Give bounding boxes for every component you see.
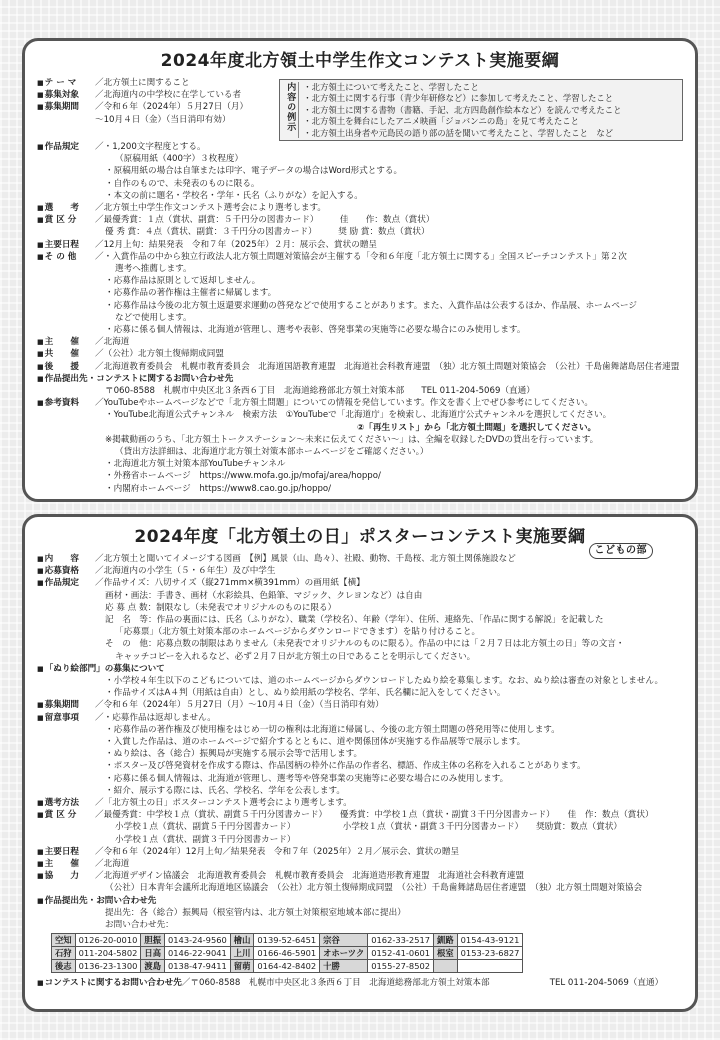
row-value	[95, 397, 683, 495]
example-item: ・ 北方領土に関する行事（青少年研修など）に参加して考えたこと、学習したこと	[303, 93, 678, 104]
contact-phone: 0143-24-9560	[165, 934, 231, 947]
contact-region: 十勝	[320, 960, 368, 973]
info-row	[37, 348, 683, 360]
row-line: ／北海道内の小学生（５・６年生）及び中学生	[95, 566, 276, 577]
contact-region: 後志	[52, 960, 76, 973]
row-line: ・本文の前に題名・学校名・学年・氏名（ふりがな）を記入する。	[105, 190, 363, 201]
row-line: キャッチコピーを入れるなど、必ず２月７日が北方領土の日であることを明示してください。	[115, 651, 476, 662]
info-row	[37, 89, 273, 101]
contact-region	[434, 960, 458, 973]
row-line: ／北海道	[95, 859, 130, 870]
row-label: ■ 協 力	[37, 870, 95, 882]
info-row	[37, 797, 683, 809]
row-label: ■ 共 催	[37, 348, 95, 360]
row-label: ■ 留意事項	[37, 712, 95, 724]
row-value	[95, 675, 683, 699]
row-value	[95, 348, 683, 360]
essay-contest-panel	[22, 38, 698, 502]
contact-region: 石狩	[52, 947, 76, 960]
row-label: ■ 主要日程	[37, 239, 95, 251]
info-row	[37, 663, 683, 675]
row-value	[95, 858, 683, 870]
row-line: ・YouTube北海道公式チャンネル 検索方法 ①YouTubeで「北海道庁」を検索し、北海道庁公式チャンネルを選択してください。	[105, 410, 612, 421]
row-line: ／北方領土に関すること	[95, 78, 190, 88]
info-row	[37, 385, 683, 397]
info-row	[37, 846, 683, 858]
row-line: ／・応募作品は返却しません。	[95, 712, 216, 723]
contact-phone: 0162-33-2517	[368, 934, 434, 947]
info-row	[37, 251, 683, 336]
row-value	[95, 907, 683, 931]
row-label: ■ 募集期間	[37, 101, 95, 113]
row-line: ・応募作品は今後の北方領土返還要求運動の啓発などで使用することがあります。また、入賞作品は公表するほか、作品展、ホームページ	[105, 300, 637, 311]
poster-rows	[37, 553, 683, 931]
row-line: ・応募に係る個人情報は、北海道が管理し、選考等や啓発事業の実施等に必要な場合にのみ使用します。	[105, 773, 509, 784]
footer-label: ■ コンテストに関するお問い合わせ先	[37, 977, 182, 989]
row-value	[95, 565, 683, 577]
contact-region: 根室	[434, 947, 458, 960]
footer-text: ／〒060-8588 札幌市中央区北３条西６丁目 北海道総務部北方領土対策本部 TEL 011-204-5069（直通）	[181, 978, 664, 989]
info-row	[37, 373, 683, 385]
row-line: （公社）日本青年会議所北海道地区協議会 （公社）北方領土復帰期成同盟 （公社）千島歯舞諸島居住者連盟 （独）北方領土問題対策協会	[105, 883, 643, 894]
row-value	[95, 336, 683, 348]
contact-phone	[457, 960, 523, 973]
row-line: ／「北方領土の日」ポスターコンテスト選考会により選考します。	[95, 798, 352, 809]
row-label: ■ 作品規定	[37, 577, 95, 589]
row-line: ／北方領土と聞いてイメージする図画 【例】風景（山、島々）、社殿、動物、千島桜、北方領土関係施設など	[95, 554, 516, 564]
contact-phone: 0154-43-9121	[457, 934, 523, 947]
row-line: ・外務省ホームページ https://www.mofa.go.jp/mofaj/area/hoppo/	[105, 471, 381, 482]
row-value	[95, 202, 683, 214]
row-value	[95, 577, 683, 662]
row-line: ・応募作品の著作権は主催者に帰属します。	[105, 288, 277, 299]
row-label: ■ 選 考	[37, 202, 95, 214]
row-value	[95, 712, 683, 797]
info-row	[37, 336, 683, 348]
row-line: 画材・画法：手書き、画材（水彩絵具、色鉛筆、マジック、クレヨンなど）は自由	[105, 590, 423, 601]
kids-category-badge: こどもの部	[589, 543, 654, 559]
row-line: ・作品サイズはA４判（用紙は自由）とし、ぬり絵用紙の学校名、学年、氏名欄に記入をしてください。	[105, 688, 506, 699]
contacts-table	[51, 933, 523, 973]
contact-phone: 0136-23-1300	[75, 960, 141, 973]
example-item: ・ 北方領土に関する書物（書籍、手記、北方四島創作絵本など）を読んで考えたこと	[303, 105, 678, 116]
row-value	[95, 89, 273, 101]
row-value	[95, 699, 683, 711]
info-row	[37, 699, 683, 711]
row-label: ■ 内 容	[37, 553, 95, 565]
row-label: ■ 「ぬり絵部門」の募集について	[37, 663, 165, 675]
row-label: ■ 募集対象	[37, 89, 95, 101]
info-row	[37, 675, 683, 699]
row-line: お問い合わせ先：	[105, 920, 174, 931]
row-line: ※掲載動画のうち、「北方領土トークステーション〜未来に伝えてください〜」は、全編を収録したDVDの貸出を行っています。	[105, 434, 599, 445]
examples-box	[279, 79, 683, 141]
row-line: ／令和６年（2024年）５月27日（月）〜10月４日（金）（当日消印有効）	[95, 700, 384, 711]
row-label: ■ 応募資格	[37, 565, 95, 577]
contact-region: 釧路	[434, 934, 458, 947]
row-line: ／北海道	[95, 337, 130, 348]
row-label: ■ そ の 他	[37, 251, 95, 263]
info-row	[37, 553, 683, 565]
contact-phone: 0126-20-0010	[75, 934, 141, 947]
row-line: ・原稿用紙の場合は自筆または印字、電子データの場合はWord形式とする。	[105, 166, 403, 177]
info-row	[37, 77, 273, 89]
info-row	[37, 858, 683, 870]
row-value	[95, 77, 273, 89]
info-row	[37, 809, 683, 846]
row-value	[95, 846, 683, 858]
row-line: 小学校１点（賞状、副賞５千円分図書カード） 小学校１点（賞状・副賞３千円分図書カード） 奨励賞：数点（賞状）	[115, 822, 623, 833]
info-row	[37, 712, 683, 797]
row-line: ・入賞した作品は、道のホームページで紹介するとともに、道や関係団体が実施する作品展等で展示します。	[105, 737, 526, 748]
row-value	[95, 797, 683, 809]
contact-phone: 0138-47-9411	[165, 960, 231, 973]
row-label: ■ 賞 区 分	[37, 214, 95, 226]
row-line: ・応募作品は原則として返却しません。	[105, 276, 261, 287]
row-line: などで使用します。	[115, 312, 192, 323]
info-row	[37, 239, 683, 251]
row-line: ／作品サイズ：八切サイズ（縦271mm×横391mm）の画用紙【横】	[95, 578, 365, 589]
poster-contest-panel	[22, 514, 698, 1012]
row-line: ／・入賞作品の中から独立行政法人北方領土問題対策協会が主催する「令和６年度「北方領土に関する」全国スピーチコンテスト」第２次	[95, 251, 627, 262]
contact-phone: 0146-22-9041	[165, 947, 231, 960]
contact-region: 宗谷	[320, 934, 368, 947]
info-row	[37, 577, 683, 662]
row-value	[95, 101, 273, 125]
essay-rows	[37, 141, 683, 495]
row-value	[95, 809, 683, 846]
contact-phone: 0164-42-8402	[254, 960, 320, 973]
row-label: ■ 主 催	[37, 336, 95, 348]
info-row	[37, 565, 683, 577]
row-line: ・北海道北方領土対策本部YouTubeチャンネル	[105, 459, 286, 470]
row-line: 小学校１点（賞状、副賞３千円分図書カード）	[115, 834, 296, 845]
info-row	[37, 907, 683, 931]
row-line: ／（公社）北方領土復帰期成同盟	[95, 349, 224, 360]
example-item: ・ 北方領土について考えたこと、学習したこと	[303, 82, 678, 93]
row-value	[95, 239, 683, 251]
row-line: （原稿用紙（400字）３枚程度）	[115, 154, 244, 165]
row-line: ／北海道内の中学校に在学している者	[95, 90, 242, 101]
contact-region: 空知	[52, 934, 76, 947]
contact-region: 日高	[141, 947, 165, 960]
contact-phone: 0153-23-6827	[457, 947, 523, 960]
row-line: ・紹介、展示する際には、氏名、学校名、学年を公表します。	[105, 785, 345, 796]
row-line: 優 秀 賞：４点（賞状、副賞：３千円分の図書カード） 奨 励 賞：数点（賞状）	[105, 227, 430, 238]
contact-region: 胆振	[141, 934, 165, 947]
info-row	[37, 101, 273, 125]
row-line: 応 募 点 数：制限なし（未発表でオリジナルのものに限る）	[105, 602, 337, 613]
info-row	[37, 397, 683, 495]
row-value	[95, 251, 683, 336]
example-item: ・ 北方領土を舞台にしたアニメ映画「ジョバンニの島」を見て考えたこと	[303, 116, 678, 127]
row-line: 「応募票」（北方領土対策本部のホームページからダウンロードできます）を貼り付けること。	[115, 627, 481, 638]
row-line: ・ポスター及び啓発資材を作成する際は、作品図柄の枠外に作品の作者名、標語、作成主体の名称を入れることがあります。	[105, 761, 586, 772]
row-line: そ の 他：応募点数の制限はありません（未発表でオリジナルのものに限る）。作品の中には「２月７日は北方領土の日」等の文言・	[105, 639, 625, 650]
info-row	[37, 202, 683, 214]
row-line: ・ぬり絵は、各（総合）振興局が実施する展示会等で活用します。	[105, 749, 363, 760]
row-label: ■ テ ー マ	[37, 77, 95, 89]
row-line: ・自作のもので、未発表のものに限る。	[105, 178, 260, 189]
row-label: ■ 賞 区 分	[37, 809, 95, 821]
essay-title: 2024年度北方領土中学生作文コンテスト実施要綱	[160, 51, 560, 71]
info-row	[37, 141, 683, 202]
row-line: ／最優秀賞：中学校１点（賞状、副賞５千円分図書カード） 優秀賞：中学校１点（賞状・副賞３千円分図書カード） 佳 作：数点（賞状）	[95, 810, 654, 821]
row-label: ■ 後 援	[37, 361, 95, 373]
info-row	[37, 361, 683, 373]
row-label: ■ 作品提出先・お問い合わせ先	[37, 895, 156, 907]
poster-footer	[37, 977, 683, 989]
row-line: 〒060-8588 札幌市中央区北３条西６丁目 北海道総務部北方領土対策本部 TEL 011-204-5069（直通）	[105, 386, 535, 397]
contact-phone: 0139-52-6451	[254, 934, 320, 947]
row-label: ■ 募集期間	[37, 699, 95, 711]
row-label: ■ 作品規定	[37, 141, 95, 153]
row-line: ・応募作品の著作権及び使用権をはじめ一切の権利は北海道に帰属し、今後の北方領土問題の啓発用等に使用します。	[105, 724, 560, 735]
contact-region: 上川	[230, 947, 254, 960]
row-value	[95, 141, 683, 202]
row-line: ・内閣府ホームページ https://www8.cao.go.jp/hoppo/	[105, 483, 332, 494]
row-value	[95, 214, 683, 238]
row-label: ■ 主要日程	[37, 846, 95, 858]
row-line: ／令和６年（2024年）12月上旬／結果発表 令和７年（2025年）２月／展示会、賞状の贈呈	[95, 846, 460, 857]
contact-region: オホーツク	[320, 947, 368, 960]
row-label: ■ 参考資料	[37, 397, 95, 409]
row-value	[95, 361, 683, 373]
row-value	[95, 385, 683, 397]
row-line: 〜10月４日（金）（当日消印有効）	[95, 114, 231, 125]
example-item: ・ 北方領土出身者や元島民の語り部の話を聞いて考えたこと、学習したこと など	[303, 128, 678, 139]
info-row	[37, 214, 683, 238]
row-line: ・小学校４年生以下のこどもについては、道のホームページからダウンロードしたぬり絵を募集します。なお、ぬり絵は審査の対象としません。	[105, 676, 664, 687]
row-value	[95, 870, 683, 894]
contacts-row	[52, 947, 523, 960]
contact-region: 檜山	[230, 934, 254, 947]
row-label: ■ 作品提出先・コンテストに関するお問い合わせ先	[37, 373, 233, 385]
row-line: ／YouTubeやホームページなどで「北方領土問題」についての情報を発信しています。作文を書く上でぜひ参考にしてください。	[95, 398, 593, 409]
contact-phone: 011-204-5802	[75, 947, 141, 960]
row-line: （貸出方法詳細は、北海道庁北方領土対策本部ホームページをご確認ください。）	[115, 447, 429, 458]
row-line: 選考へ推薦します。	[115, 264, 192, 275]
row-label: ■ 選考方法	[37, 797, 95, 809]
examples-label: 内容の例示	[284, 82, 299, 138]
essay-top-section	[37, 77, 683, 141]
row-line: ／12月上旬：結果発表 令和７年（2025年）２月：展示会、賞状の贈呈	[95, 239, 378, 250]
row-line: 提出先：各（総合）振興局（根室管内は、北方領土対策根室地域本部に提出）	[105, 907, 406, 918]
contact-phone: 0155-27-8502	[368, 960, 434, 973]
row-line: ／最優秀賞：１点（賞状、副賞：５千円分の図書カード） 佳 作：数点（賞状）	[95, 215, 435, 226]
row-line: 記 名 等：作品の裏面には、氏名（ふりがな）、職業（学校名）、年齢（学年）、住所、連絡先、「作品に関する解説」を記載した	[105, 615, 604, 626]
info-row	[37, 870, 683, 894]
contacts-row	[52, 960, 523, 973]
contact-region: 留萌	[230, 960, 254, 973]
row-line: ／北海道教育委員会 札幌市教育委員会 北海道国語教育連盟 北海道社会科教育連盟 （独）北方領土問題対策協会 （公社）千島歯舞諸島居住者連盟	[95, 361, 680, 372]
row-line: ／・1,200文字程度とする。	[95, 142, 206, 152]
poster-title-text: 2024年度「北方領土の日」ポスターコンテスト実施要綱	[134, 527, 586, 547]
contact-phone: 0166-46-5901	[254, 947, 320, 960]
row-line: ／北海道デザイン協議会 北海道教育委員会 札幌市教育委員会 北海道造形教育連盟 北海道社会科教育連盟	[95, 871, 525, 882]
row-label: ■ 主 催	[37, 858, 95, 870]
info-row	[37, 895, 683, 907]
poster-title	[37, 525, 683, 556]
contact-region: 渡島	[141, 960, 165, 973]
row-line: ・応募に係る個人情報は、北海道が管理し、選考や表彰、啓発事業の実施等に必要な場合にのみ使用します。	[105, 325, 526, 336]
row-line: ②「再生リスト」から「北方領土問題」を選択してください。	[357, 422, 597, 433]
examples-list	[303, 82, 678, 138]
contacts-row	[52, 934, 523, 947]
row-line: ／北方領土中学生作文コンテスト選考会により選考します。	[95, 203, 327, 214]
essay-top-rows	[37, 77, 273, 141]
row-line: ／令和６年（2024年）５月27日（月）	[95, 102, 249, 113]
contact-phone: 0152-41-0601	[368, 947, 434, 960]
